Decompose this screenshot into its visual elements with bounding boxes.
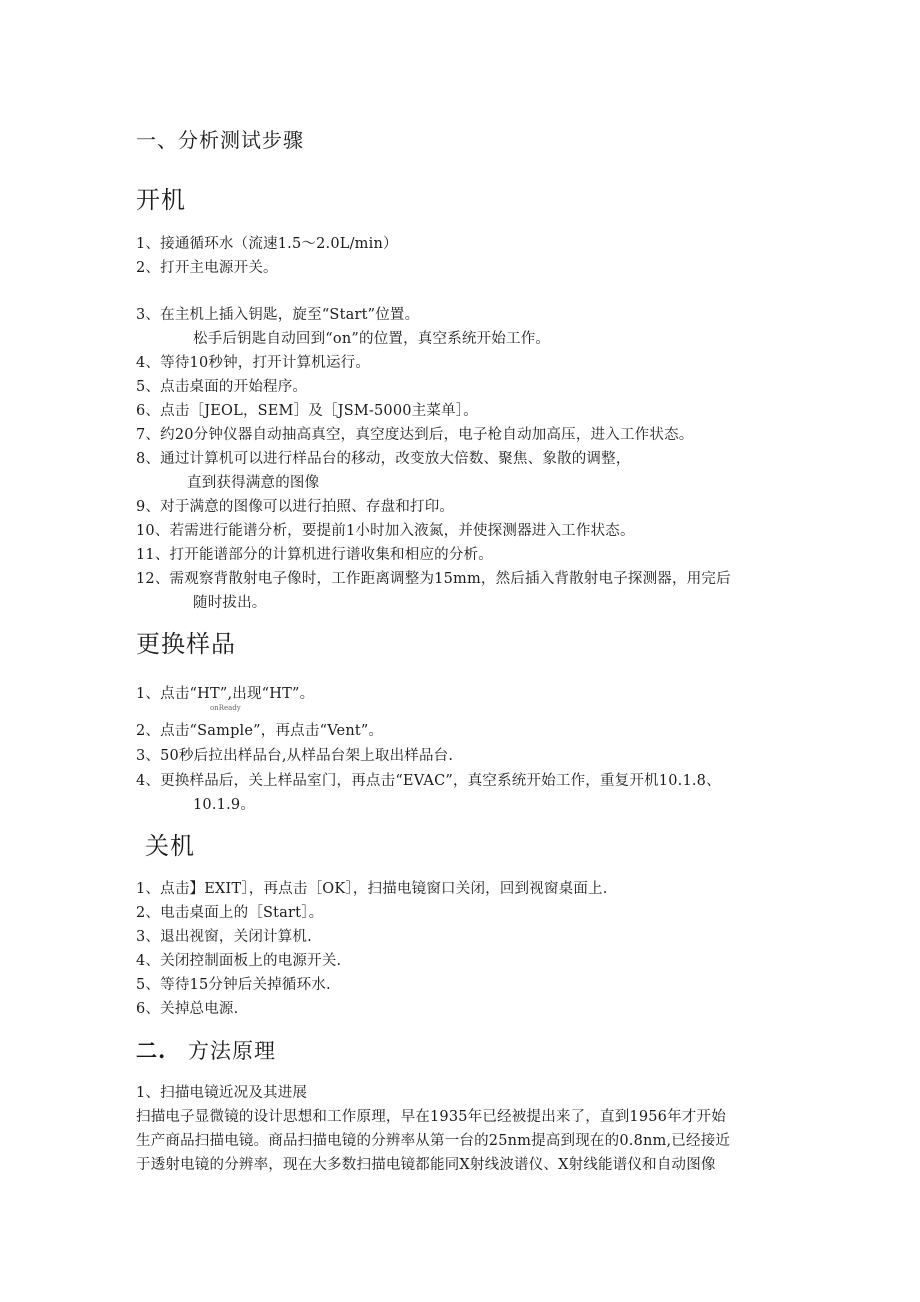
shutdown-step: 1、点击】EXIT］，再点击［OK］，扫描电镜窗口关闭，回到视窗桌面上. — [136, 881, 608, 897]
section2-number: 二. — [136, 1038, 167, 1063]
startup-step: 7、约20分钟仪器自动抽高真空，真空度达到后，电子枪自动加高压，进入工作状态。 — [136, 427, 694, 443]
shutdown-step: 4、关闭控制面板上的电源开关. — [136, 953, 342, 969]
startup-step: 8、通过计算机可以进行样品台的移动，改变放大倍数、聚焦、象散的调整， — [136, 451, 631, 467]
startup-step: 5、点击桌面的开始程序。 — [136, 379, 308, 395]
startup-step: 11、打开能谱部分的计算机进行谱收集和相应的分析。 — [136, 547, 493, 563]
section-title: 一、分析测试步骤 — [136, 128, 304, 152]
change-sample-step: 1、点击“HT”,出现“HT”。 — [136, 686, 315, 702]
startup-step-continuation: 松手后钥匙自动回到“on”的位置，真空系统开始工作。 — [193, 331, 551, 347]
startup-step: 6、点击［JEOL，SEM］及［JSM-5000主菜单］。 — [136, 403, 478, 419]
paragraph-line: 扫描电子显微镜的设计思想和工作原理，早在1935年已经被提出来了，直到1956年才开始 — [136, 1109, 726, 1125]
change-sample-step-continuation: 10.1.9。 — [193, 797, 256, 813]
change-sample-step: 3、50秒后拉出样品台,从样品台架上取出样品台. — [136, 748, 454, 764]
startup-step: 4、等待10秒钟，打开计算机运行。 — [136, 355, 371, 371]
startup-step-continuation: 直到获得满意的图像 — [187, 475, 320, 491]
startup-step: 10、若需进行能谱分析，要提前1小时加入液氮，并使探测器进入工作状态。 — [136, 523, 635, 539]
startup-step: 12、需观察背散射电子像时，工作距离调整为15mm，然后插入背散射电子探测器，用完后 — [136, 571, 731, 587]
onready-note: onReady — [210, 704, 241, 712]
shutdown-step: 6、关掉总电源. — [136, 1001, 239, 1017]
change-sample-heading: 更换样品 — [136, 630, 236, 658]
change-sample-step: 2、点击“Sample”，再点击“Vent”。 — [136, 723, 384, 739]
shutdown-step: 3、退出视窗，关闭计算机. — [136, 929, 312, 945]
shutdown-step: 2、电击桌面上的［Start］。 — [136, 905, 324, 921]
startup-heading: 开机 — [136, 186, 186, 214]
startup-step: 1、接通循环水（流速1.5～2.0L/min） — [136, 236, 398, 252]
paragraph-line: 生产商品扫描电镜。商品扫描电镜的分辨率从第一台的25nm提高到现在的0.8nm,已经接近 — [136, 1133, 731, 1149]
startup-step: 9、对于满意的图像可以进行拍照、存盘和打印。 — [136, 499, 455, 515]
section2-title — [136, 1035, 276, 1065]
shutdown-heading: 关机 — [145, 832, 195, 860]
startup-step-continuation: 随时拔出。 — [193, 595, 267, 611]
change-sample-step: 4、更换样品后，关上样品室门，再点击“EVAC”，真空系统开始工作，重复开机10.1.8、 — [136, 773, 721, 789]
section2-title-text: 方法原理 — [188, 1039, 276, 1063]
paragraph-line: 于透射电镜的分辨率，现在大多数扫描电镜都能同X射线波谱仪、X射线能谱仪和自动图像 — [136, 1157, 716, 1173]
startup-step: 3、在主机上插入钥匙，旋至“Start”位置。 — [136, 307, 420, 323]
section2-subheading: 1、扫描电镜近况及其进展 — [136, 1085, 308, 1101]
shutdown-step: 5、等待15分钟后关掉循环水. — [136, 977, 331, 993]
startup-step: 2、打开主电源开关。 — [136, 260, 278, 276]
